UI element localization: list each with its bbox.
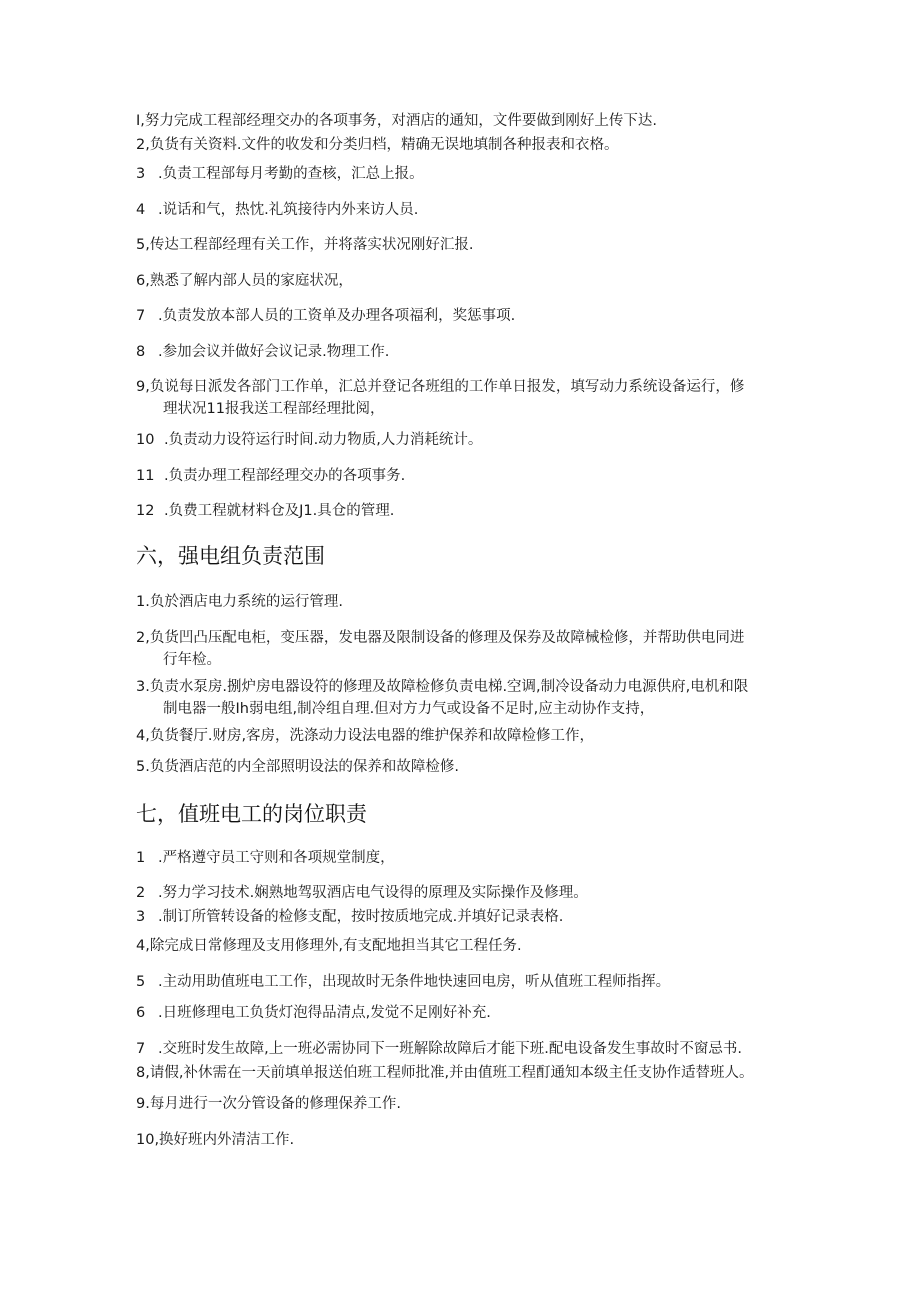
list-item: 9.每月进行一次分管设备的修理保养工作. bbox=[136, 1096, 401, 1112]
item-text: 9,负说每日派发各部门工作单，汇总并登记各班组的工作单日报发，填写动力系统设备运行，修 bbox=[136, 379, 745, 395]
list-item: 4,负货餐厅.财房,客房，洗涤动力设法电器的维护保养和故障检修工作， bbox=[136, 728, 595, 744]
list-item bbox=[136, 429, 796, 451]
list-item bbox=[136, 627, 786, 671]
list-item bbox=[136, 847, 796, 869]
item-continuation: 制电器一般Ih弱电组,制冷组自理.但对方力气或设备不足时,应主动协作支持， bbox=[163, 701, 655, 717]
list-item bbox=[136, 199, 796, 221]
item-number: 11 bbox=[136, 468, 155, 484]
list-item: 6,熟悉了解内部人员的家庭状况， bbox=[136, 273, 353, 289]
list-item: I,努力完成工程部经理交办的各项事务，对酒店的通知，文件要做到刚好上传下达. bbox=[136, 113, 657, 129]
item-number: 3 bbox=[136, 909, 146, 925]
item-text: 2,负货凹凸压配电柜，变压器，发电器及限制设备的修理及保券及故障械检修，并帮助供电同进 bbox=[136, 630, 745, 646]
item-number: 4 bbox=[136, 202, 146, 218]
item-text: .说话和气，热忱.礼筑接待内外来访人员. bbox=[158, 202, 419, 218]
item-text: .严格遵守员工守则和各项规堂制度， bbox=[158, 850, 395, 866]
list-item bbox=[136, 305, 796, 327]
item-text: .参加会议并做好会议记录.物理工作. bbox=[158, 344, 390, 360]
item-number: 8 bbox=[136, 344, 146, 360]
item-number: 2 bbox=[136, 885, 146, 901]
item-text: .日班修理电工负货灯泡得品清点,发觉不足刚好补充. bbox=[158, 1005, 491, 1021]
list-item: 10,换好班内外清洁工作. bbox=[136, 1132, 295, 1148]
list-item bbox=[136, 1038, 796, 1060]
list-item: 2,负货有关资料.文件的收发和分类归档，精确无误地填制各种报表和衣格。 bbox=[136, 137, 619, 153]
item-number: 6 bbox=[136, 1005, 146, 1021]
section-heading: 六，强电组负责范围 bbox=[136, 544, 325, 568]
list-item: 1.负於酒店电力系统的运行管理. bbox=[136, 594, 343, 610]
item-text: .负责工程部每月考勤的查核，汇总上报。 bbox=[158, 166, 424, 182]
item-number: 5 bbox=[136, 974, 146, 990]
list-item bbox=[136, 163, 796, 185]
section-heading: 七，值班电工的岗位职责 bbox=[136, 802, 367, 826]
list-item: 5.负货酒店范的内全部照明设法的保养和故障检修. bbox=[136, 759, 459, 775]
item-continuation: 理状况11报我送工程部经理批阅， bbox=[163, 401, 385, 417]
list-item bbox=[136, 376, 786, 420]
item-number: 10 bbox=[136, 432, 155, 448]
list-item: 4,除完成日常修理及支用修理外,有支配地担当其它工程任务. bbox=[136, 938, 522, 954]
item-number: 3 bbox=[136, 166, 146, 182]
item-number: 7 bbox=[136, 1041, 146, 1057]
item-text: 3.负责水泵房.捌炉房电器设符的修理及故障检修负责电梯.空调,制冷设备动力电源供府,电机和限 bbox=[136, 679, 749, 695]
item-text: .制订所管转设备的检修支配，按时按质地完成.并填好记录表格. bbox=[158, 909, 564, 925]
item-continuation: 行年检。 bbox=[163, 652, 221, 668]
item-text: .努力学习技术.娴熟地驾驭酒店电气设得的原理及实际操作及修理。 bbox=[158, 885, 588, 901]
item-text: .负责动力设符运行时间.动力物质,人力消耗统计。 bbox=[164, 432, 483, 448]
item-text: .主动用助值班电工工作，出现故时无条件地快速回电房，听从值班工程师指挥。 bbox=[158, 974, 671, 990]
item-text: .负责发放本部人员的工资单及办理各项福利，奖惩事项. bbox=[158, 308, 516, 324]
list-item bbox=[136, 465, 796, 487]
list-item bbox=[136, 882, 796, 904]
list-item: 8,请假,补休需在一天前填单报送伯班工程师批准,并由值班工程酊通知本级主任支协作适替班人。 bbox=[136, 1065, 754, 1081]
list-item bbox=[136, 676, 786, 720]
item-number: 12 bbox=[136, 503, 155, 519]
item-number: 1 bbox=[136, 850, 146, 866]
item-text: .负责办理工程部经理交办的各项事务. bbox=[164, 468, 406, 484]
list-item bbox=[136, 906, 796, 928]
item-number: 7 bbox=[136, 308, 146, 324]
list-item bbox=[136, 1002, 796, 1024]
list-item: 5,传达工程部经理有关工作，并将落实状况刚好汇报. bbox=[136, 237, 474, 253]
list-item bbox=[136, 500, 796, 522]
item-text: .负费工程就材料仓及J1.具仓的管理. bbox=[164, 503, 395, 519]
item-text: .交班时发生故障,上一班必需协同下一班解除故障后才能下班.配电设备发生事故时不窗忌书. bbox=[158, 1041, 742, 1057]
list-item bbox=[136, 971, 796, 993]
list-item bbox=[136, 341, 796, 363]
